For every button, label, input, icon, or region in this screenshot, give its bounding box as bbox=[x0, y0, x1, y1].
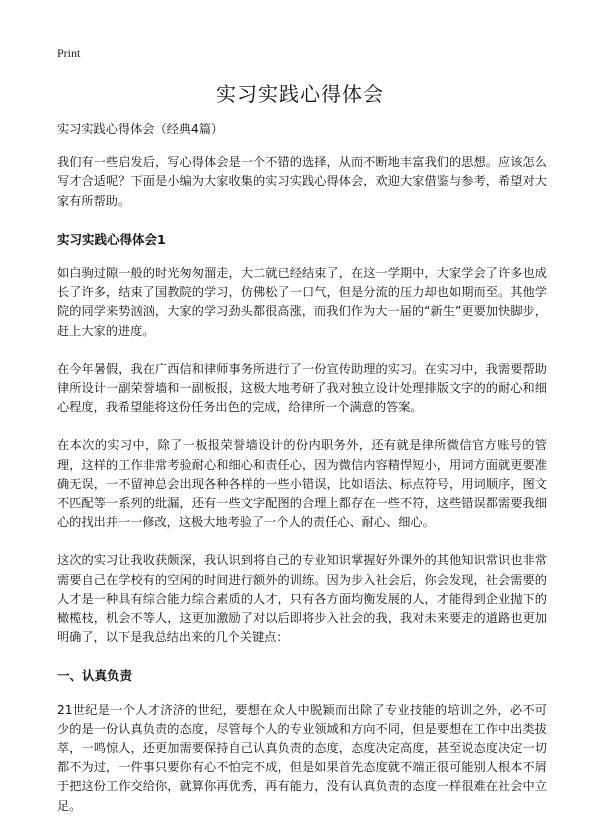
paragraph-1: 如白驹过隙一般的时光匆匆溜走，大二就已经结束了，在这一学期中，大家学会了许多也成长了许多，结束了国教院的学习，仿佛松了一口气，但是分流的压力却也如期而至。其他学院的同学来势汹汹，大家的学习劲头都很高涨，而我们作为大一届的“新生”更要加快脚步，赶上大家的进度。 bbox=[57, 266, 547, 338]
article-body bbox=[57, 120, 547, 816]
print-link[interactable]: Print bbox=[57, 46, 81, 60]
paragraph-3: 在本次的实习中，除了一板报荣誉墙设计的份内职务外，还有就是律所微信官方账号的管理，这样的工作非常考验耐心和细心和责任心，因为微信内容精悍短小，用词方面就更要准确无误，一不留神总会出现各种各样的一些小错误，比如语法、标点符号，用词顺序，图文不匹配等一系列的纰漏，还有一些文字配图的合理上都存在一些不符，这些错误都需要我细心的找出并一一修改，这极大地考验了一个人的责任心、耐心、细心。 bbox=[57, 438, 547, 530]
paragraph-4: 这次的实习让我收获颇深，我认识到将自己的专业知识掌握好外课外的其他知识常识也非常需要自己在学校有的空闲的时间进行额外的训练。因为步入社会后，你会发现，社会需要的人才是一种具有综合能力综合素质的人才，只有各方面均衡发展的人，才能得到企业抛下的橄榄枝，机会不等人，这更加激励了对以后即将步入社会的我，我对未来要走的道路也更加明确了，以下是我总结出来的几个关键点： bbox=[57, 553, 547, 645]
section-heading-1: 实习实践心得体会1 bbox=[57, 231, 166, 247]
intro-paragraph: 我们有一些启发后，写心得体会是一个不错的选择，从而不断地丰富我们的思想。应该怎么写才合适呢？下面是小编为大家收集的实习实践心得体会，欢迎大家借鉴与参考，希望对大家有所帮助。 bbox=[57, 155, 547, 208]
article-subtitle: 实习实践心得体会（经典4篇） bbox=[57, 122, 224, 136]
section-heading-2: 一、认真负责 bbox=[57, 668, 133, 684]
page-title: 实习实践心得体会 bbox=[216, 82, 384, 106]
paragraph-5: 21世纪是一个人才济济的世纪，要想在众人中脱颖而出除了专业技能的培训之外，必不可少的是一份认真负责的态度，尽管每个人的专业领域和方向不同，但是要想在工作中出类拔萃，一鸣惊人，还更加需要保持自己认真负责的态度，态度决定高度，甚至说态度决定一切都不为过，一件事只要你有心不怕完不成，但是如果首先态度就不端正很可能别人根本不屑于把这份工作交给你，就算你再优秀，再有能力，没有认真负责的态度一样很难在社会中立足。 bbox=[57, 702, 547, 813]
paragraph-2: 在今年暑假，我在广西信和律师事务所进行了一份宣传助理的实习。在实习中，我需要帮助律所设计一副荣誉墙和一副板报，这极大地考研了我对独立设计处理排版文字的的耐心和细心程度，我希望能将这份任务出色的完成，给律所一个满意的答案。 bbox=[57, 361, 547, 415]
